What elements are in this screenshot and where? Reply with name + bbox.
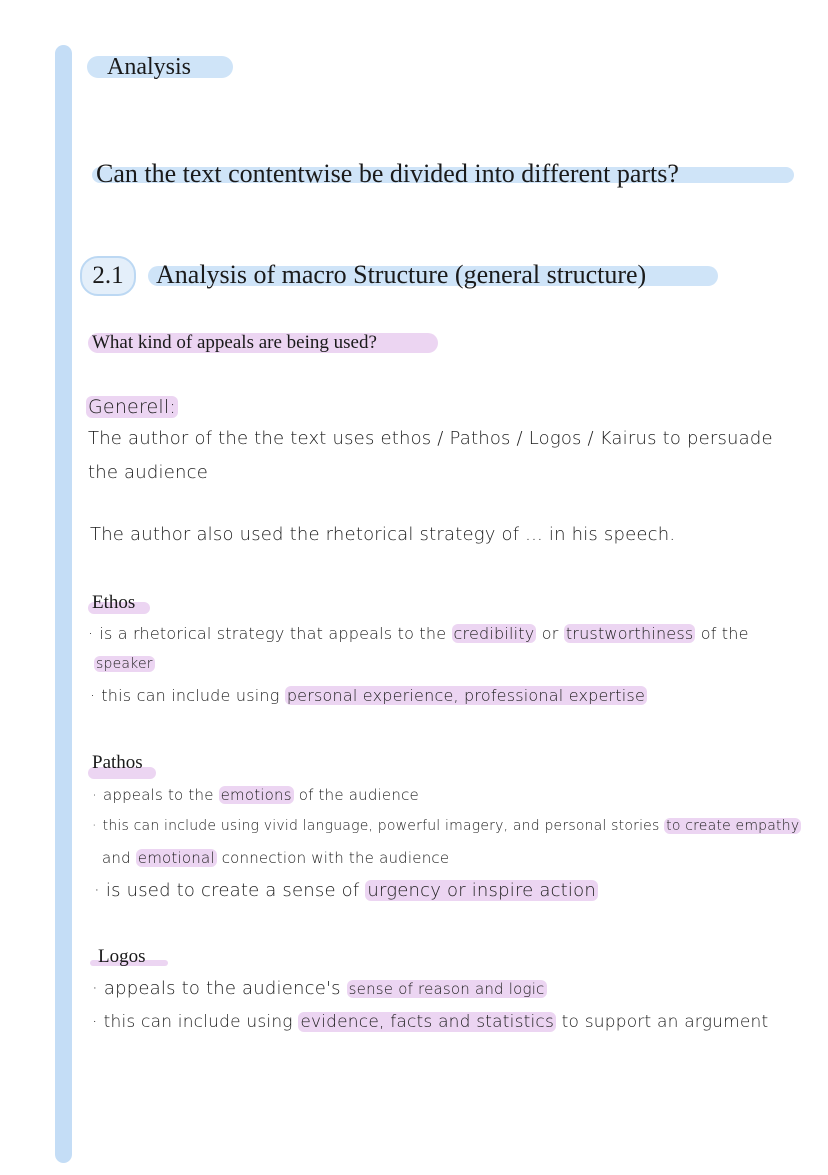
ethos-bullet-1: · is a rhetorical strategy that appeals to the credibility or trustworthiness of the [88,624,749,643]
bullet-dot: · [92,978,98,999]
bullet-dot: · [90,686,96,705]
pathos-bullet-2: · this can include using vivid language, powerful imagery, and personal stories to create empathy [92,818,800,834]
section-number: 2.1 [80,256,136,296]
general-heading [86,396,178,418]
pathos-heading: Pathos [92,752,143,773]
ethos-heading: Ethos [92,592,136,613]
pathos-bullet-1: · appeals to the emotions of the audience [92,786,419,804]
ethos-bullet-2: · this can include using personal experience, professional expertise [90,686,645,705]
logos-bullet-1: · appeals to the audience's sense of reason and logic [92,978,545,999]
general-heading-text: Generell: [88,396,176,418]
general-line-2: the audience [88,462,208,483]
logos-heading: Logos [98,946,146,967]
logos-bullet-2: · this can include using evidence, facts and statistics to support an argument [92,1012,769,1032]
margin-bar [55,45,72,1163]
section-title: Analysis of macro Structure (general structure) [156,260,647,289]
appeals-question: What kind of appeals are being used? [92,332,377,353]
bullet-dot: · [92,818,97,834]
general-line-3: The author also used the rhetorical strategy of ... in his speech. [90,524,676,545]
ethos-bullet-1-cont: speaker [96,656,153,672]
page-title: Analysis [87,56,233,78]
main-question: Can the text contentwise be divided into different parts? [96,159,679,188]
pathos-bullet-3: · is used to create a sense of urgency or inspire action [94,880,596,901]
bullet-dot: · [88,624,94,643]
bullet-dot: · [92,1012,98,1032]
bullet-dot: · [94,880,100,901]
pathos-bullet-2-cont: and emotional connection with the audience [102,849,450,867]
general-line-1: The author of the the text uses ethos / Pathos / Logos / Kairus to persuade [88,428,773,449]
bullet-dot: · [92,786,97,804]
